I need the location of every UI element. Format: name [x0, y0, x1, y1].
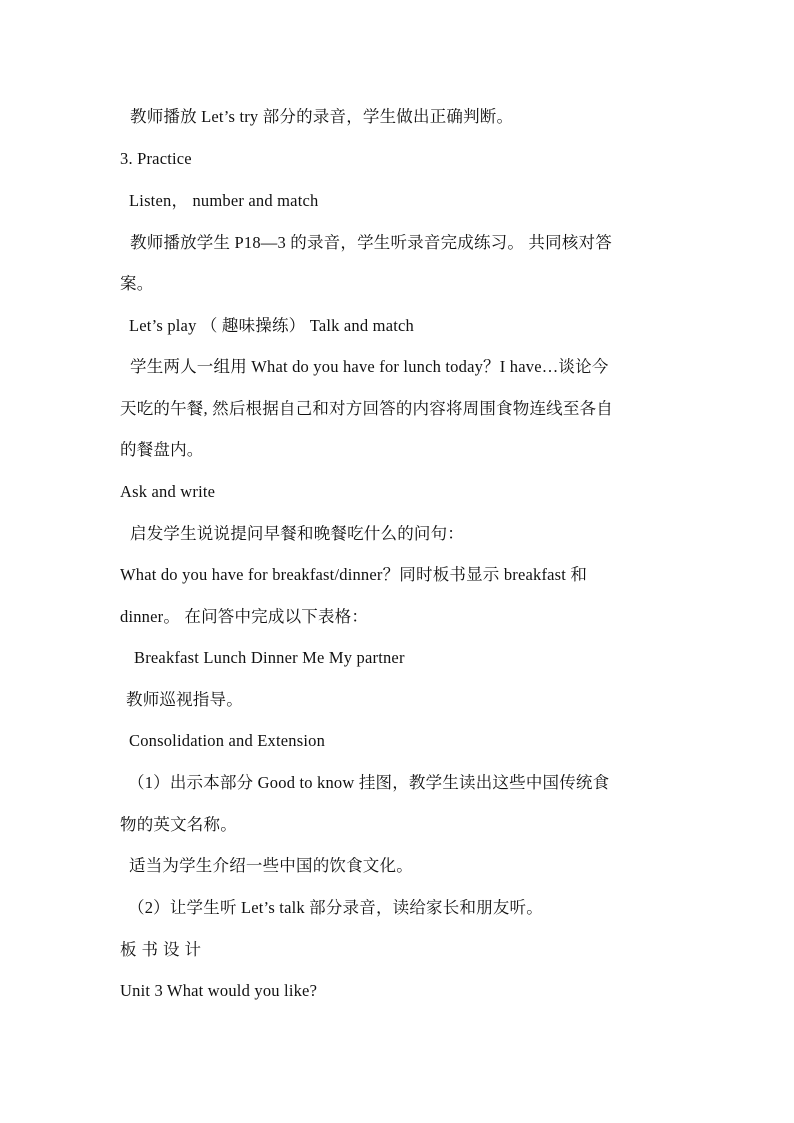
paragraph-inspire-questions: 启发学生说说提问早餐和晚餐吃什么的问句：: [130, 524, 464, 543]
paragraph-pair-work-cont: 天吃的午餐, 然后根据自己和对方回答的内容将周围食物连线至各自: [120, 399, 613, 418]
paragraph-p18-recording: 教师播放学生 P18—3 的录音，学生听录音完成练习。 共同核对答: [130, 233, 612, 252]
paragraph-pair-work: 学生两人一组用 What do you have for lunch today？I have…谈论今: [130, 357, 609, 376]
paragraph-lets-try-instruction: 教师播放 Let’s try 部分的录音，学生做出正确判断。: [130, 107, 514, 126]
paragraph-food-culture: 适当为学生介绍一些中国的饮食文化。: [129, 856, 413, 875]
paragraph-breakfast-dinner: What do you have for breakfast/dinner？同时板书显示 breakfast 和: [120, 565, 588, 584]
subheading-lets-play: Let’s play （ 趣味操练） Talk and match: [129, 316, 414, 335]
paragraph-teacher-guidance: 教师巡视指导。: [126, 690, 243, 709]
paragraph-lets-talk: （2）让学生听 Let’s talk 部分录音，读给家长和朋友听。: [128, 898, 543, 917]
heading-practice: 3. Practice: [120, 149, 192, 168]
subheading-ask-and-write: Ask and write: [120, 482, 216, 501]
paragraph-good-to-know: （1）出示本部分 Good to know 挂图，教学生读出这些中国传统食: [128, 773, 610, 792]
subheading-consolidation: Consolidation and Extension: [129, 731, 326, 750]
paragraph-good-to-know-cont: 物的英文名称。: [120, 815, 237, 834]
table-header-row: Breakfast Lunch Dinner Me My partner: [134, 648, 405, 667]
heading-blackboard-design: 板书设计: [120, 940, 206, 959]
heading-unit-title: Unit 3 What would you like?: [120, 981, 318, 1000]
paragraph-pair-work-end: 的餐盘内。: [120, 440, 204, 459]
paragraph-p18-recording-cont: 案。: [120, 274, 154, 293]
subheading-listen-number-match: Listen， number and match: [129, 191, 319, 210]
paragraph-complete-table: dinner。 在问答中完成以下表格：: [120, 607, 369, 626]
